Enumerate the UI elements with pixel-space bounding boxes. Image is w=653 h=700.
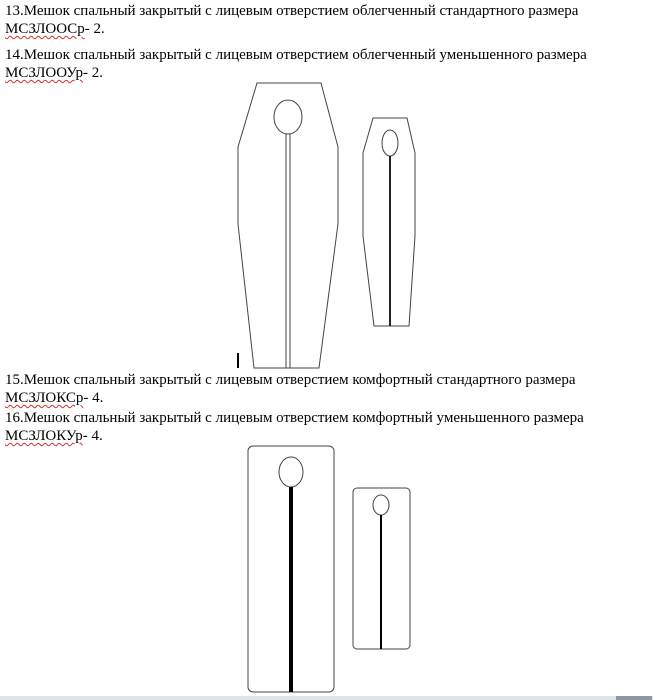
horizontal-scrollbar[interactable] [0, 696, 653, 700]
item-14-code: МСЗЛООУр [5, 65, 83, 81]
item-13-code: МСЗЛООСр [5, 21, 85, 37]
item-14-title: 14.Мешок спальный закрытый с лицевым отверстием облегченный уменьшенного размера МСЗЛООУр- 2. [5, 47, 587, 81]
face-opening-standard-comfort [279, 457, 303, 487]
face-opening-reduced-comfort [373, 495, 389, 515]
scrollbar-thumb[interactable] [616, 696, 652, 700]
item-15-title: 15.Мешок спальный закрытый с лицевым отверстием комфортный стандартного размера МСЗЛОКСр- 4. [5, 372, 576, 406]
item-16-code: МСЗЛОКУр [5, 428, 83, 444]
item-13-title: 13.Мешок спальный закрытый с лицевым отверстием облегченный стандартного размера МСЗЛООСр- 2. [5, 3, 579, 37]
item-15-code: МСЗЛОКСр [5, 390, 84, 406]
item-16-title: 16.Мешок спальный закрытый с лицевым отверстием комфортный уменьшенного размера МСЗЛОКУр- 4. [5, 410, 584, 444]
